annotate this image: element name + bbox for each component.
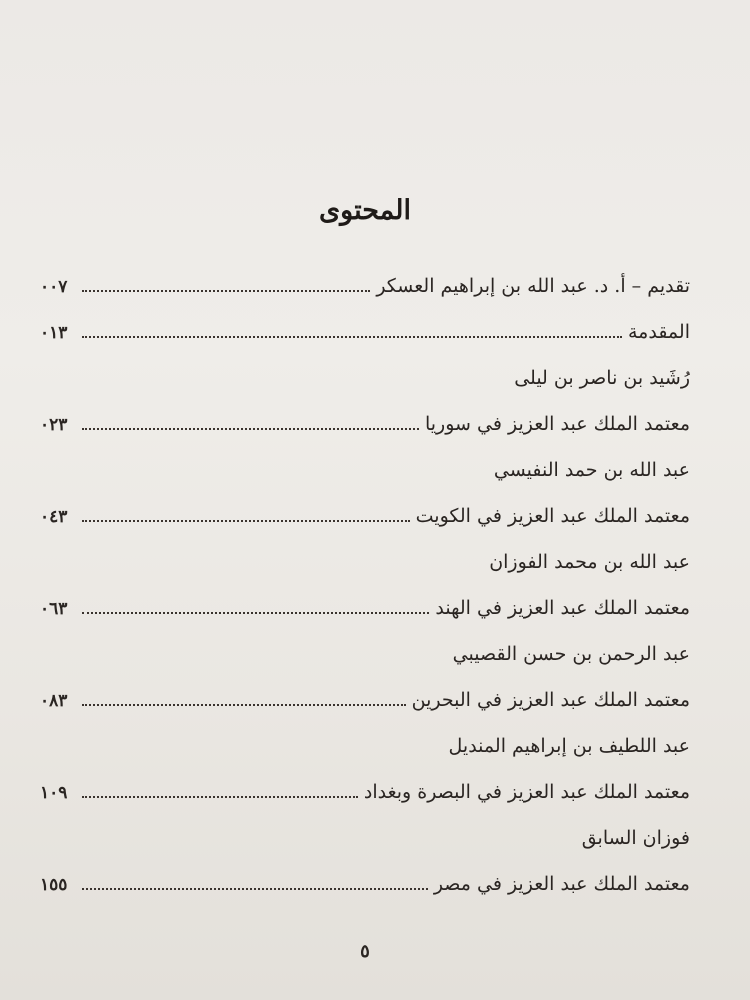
toc-author: عبد الرحمن بن حسن القصيبي [452, 643, 690, 665]
toc-entry [40, 597, 690, 643]
toc-entry-page: ٠٠٧ [40, 277, 68, 297]
toc-entry-page: ١٠٩ [40, 783, 68, 803]
toc-entry-title: معتمد الملك عبد العزيز في سوريا [424, 413, 690, 435]
toc-entry [40, 505, 690, 551]
toc-entry [40, 873, 690, 919]
dot-leader [82, 704, 406, 706]
toc-entry [40, 689, 690, 735]
toc-entry [40, 413, 690, 459]
dot-leader [82, 336, 622, 338]
dot-leader [82, 290, 370, 292]
dot-leader [82, 888, 428, 890]
dot-leader [82, 520, 410, 522]
dot-leader [82, 428, 419, 430]
toc-entry-title: معتمد الملك عبد العزيز في البحرين [411, 689, 690, 711]
toc-author: عبد الله بن حمد النفيسي [493, 459, 690, 481]
toc-entry-title: معتمد الملك عبد العزيز في مصر [433, 873, 690, 895]
page-title: المحتوى [319, 195, 411, 226]
toc-entry-page: ٠٢٣ [40, 415, 68, 435]
toc-entry-page: ٠٨٣ [40, 691, 68, 711]
toc-entry-title: معتمد الملك عبد العزيز في الكويت [415, 505, 690, 527]
toc-author: فوزان السابق [581, 827, 690, 849]
toc-entry-page: ٠١٣ [40, 323, 68, 343]
toc-entry [40, 321, 690, 367]
toc-list [40, 275, 690, 919]
toc-author: عبد اللطيف بن إبراهيم المنديل [448, 735, 690, 757]
page-number: ٥ [360, 941, 370, 962]
toc-entry [40, 275, 690, 321]
toc-author: رُشَيد بن ناصر بن ليلى [514, 367, 690, 389]
toc-entry-title: معتمد الملك عبد العزيز في البصرة وبغداد [363, 781, 690, 803]
dot-leader [82, 612, 429, 614]
toc-entry [40, 781, 690, 827]
toc-entry-page: ٠٦٣ [40, 599, 68, 619]
toc-page [40, 0, 690, 1000]
toc-entry-page: ١٥٥ [40, 875, 68, 895]
toc-author: عبد الله بن محمد الفوزان [489, 551, 690, 573]
dot-leader [82, 796, 358, 798]
toc-entry-title: المقدمة [627, 321, 690, 343]
toc-entry-page: ٠٤٣ [40, 507, 68, 527]
toc-entry-title: معتمد الملك عبد العزيز في الهند [435, 597, 690, 619]
toc-entry-title: تقديم – أ. د. عبد الله بن إبراهيم العسكر [376, 275, 690, 297]
